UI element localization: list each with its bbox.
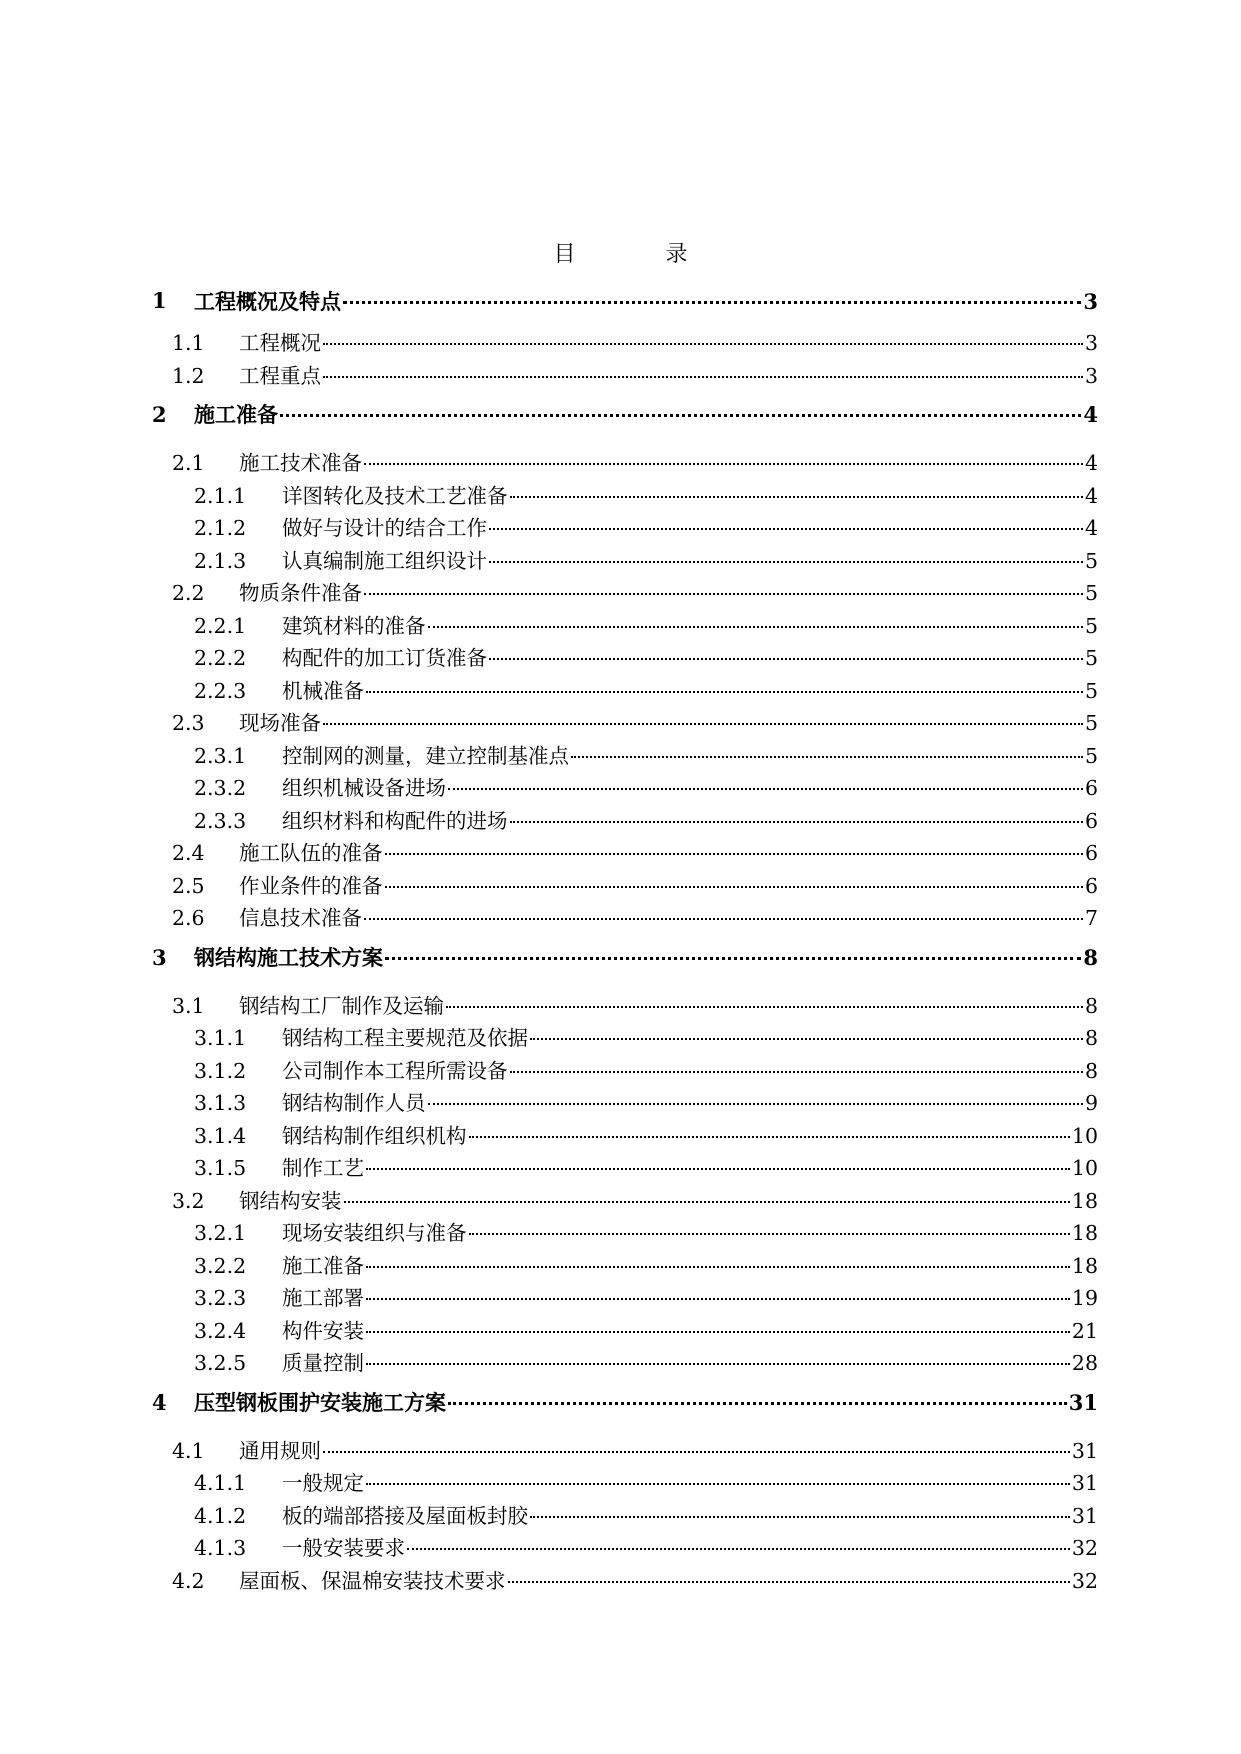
toc-page-number: 5 xyxy=(1084,678,1098,703)
toc-title: 信息技术准备 xyxy=(239,906,362,930)
toc-number: 4.2 xyxy=(172,1568,205,1593)
toc-page-number: 5 xyxy=(1084,743,1098,768)
toc-page-number: 4 xyxy=(1084,516,1098,540)
toc-number: 3.1 xyxy=(172,993,205,1018)
dot-leader xyxy=(366,1310,1070,1333)
toc-heading: 目录 xyxy=(553,242,778,267)
dot-leader xyxy=(428,1083,1083,1106)
toc-page-number: 7 xyxy=(1084,906,1098,930)
toc-title: 构配件的加工订货准备 xyxy=(282,646,487,670)
toc-page-number: 4 xyxy=(1084,483,1098,508)
toc-entry xyxy=(194,935,1098,980)
dot-leader xyxy=(323,355,1083,378)
toc-chapter-row[interactable] xyxy=(152,285,1098,317)
toc-title: 钢结构安装 xyxy=(239,1188,342,1213)
toc-title: 一般规定 xyxy=(282,1471,364,1495)
toc-page-number: 28 xyxy=(1071,1351,1098,1375)
toc-chapter-row[interactable] xyxy=(152,392,1098,437)
toc-page-number: 32 xyxy=(1071,1568,1098,1593)
toc-number: 2.4 xyxy=(172,841,205,865)
toc-title: 组织材料和构配件的进场 xyxy=(282,808,508,833)
toc-page-number: 18 xyxy=(1071,1188,1098,1213)
table-of-contents xyxy=(152,285,1098,1597)
toc-page-number: 8 xyxy=(1084,993,1098,1018)
dot-leader xyxy=(508,1560,1070,1583)
toc-page-number: 8 xyxy=(1084,1026,1098,1050)
dot-leader xyxy=(366,1343,1070,1366)
toc-title: 施工技术准备 xyxy=(239,451,362,475)
dot-leader xyxy=(366,1463,1070,1486)
dot-leader xyxy=(323,1430,1070,1453)
toc-number: 2.2.3 xyxy=(194,678,247,703)
toc-page-number: 6 xyxy=(1084,873,1098,898)
dot-leader xyxy=(510,800,1083,823)
toc-number: 3.1.4 xyxy=(194,1123,247,1148)
toc-title: 施工队伍的准备 xyxy=(239,841,383,865)
toc-entry xyxy=(239,360,1098,393)
dot-leader xyxy=(571,735,1083,758)
toc-page-number: 5 xyxy=(1084,646,1098,670)
toc-number: 3.2.4 xyxy=(194,1318,247,1343)
toc-entry xyxy=(194,1380,1098,1425)
toc-page-number: 9 xyxy=(1084,1091,1098,1115)
dot-leader xyxy=(366,1245,1070,1268)
toc-entry xyxy=(239,1565,1098,1598)
toc-title: 公司制作本工程所需设备 xyxy=(282,1058,508,1083)
toc-number: 1.2 xyxy=(172,363,205,388)
toc-page-number: 18 xyxy=(1071,1253,1098,1278)
toc-number: 4.1 xyxy=(172,1438,205,1463)
toc-page-number: 31 xyxy=(1071,1471,1098,1495)
toc-number: 2.1.1 xyxy=(194,483,247,508)
toc-page-number: 8 xyxy=(1083,944,1098,970)
toc-title: 做好与设计的结合工作 xyxy=(282,516,487,540)
toc-page-number: 5 xyxy=(1084,548,1098,573)
toc-page-number: 10 xyxy=(1071,1156,1098,1180)
toc-number: 3 xyxy=(152,944,167,970)
toc-title: 钢结构施工技术方案 xyxy=(194,944,383,970)
toc-number: 2.6 xyxy=(172,906,205,930)
toc-page-number: 5 xyxy=(1084,613,1098,638)
toc-title: 钢结构制作人员 xyxy=(282,1091,426,1115)
toc-number: 3.2.3 xyxy=(194,1286,247,1310)
toc-entry xyxy=(239,902,1098,935)
toc-page-number: 19 xyxy=(1071,1286,1098,1310)
toc-page-number: 3 xyxy=(1083,289,1098,314)
toc-page-number: 31 xyxy=(1071,1503,1098,1528)
toc-number: 2.3.2 xyxy=(194,776,247,800)
toc-number: 1.1 xyxy=(172,331,205,355)
dot-leader xyxy=(489,638,1083,661)
toc-page-number: 6 xyxy=(1084,776,1098,800)
toc-page-number: 5 xyxy=(1084,581,1098,605)
dot-leader xyxy=(364,898,1083,921)
dot-leader xyxy=(469,1213,1070,1236)
toc-number: 4.1.1 xyxy=(194,1471,247,1495)
toc-title: 压型钢板围护安装施工方案 xyxy=(194,1389,446,1415)
dot-leader xyxy=(385,936,1081,960)
toc-number: 2.3.1 xyxy=(194,743,247,768)
toc-number: 2.2.2 xyxy=(194,646,247,670)
toc-entry xyxy=(282,1347,1098,1380)
toc-number: 2.3.3 xyxy=(194,808,247,833)
toc-number: 3.1.1 xyxy=(194,1026,247,1050)
toc-page-number: 31 xyxy=(1071,1438,1098,1463)
toc-number: 3.1.2 xyxy=(194,1058,247,1083)
toc-title: 控制网的测量，建立控制基准点 xyxy=(282,743,569,768)
toc-number: 2 xyxy=(152,402,167,427)
toc-number: 4.1.2 xyxy=(194,1503,247,1528)
toc-title: 屋面板、保温棉安装技术要求 xyxy=(239,1568,506,1593)
toc-title: 制作工艺 xyxy=(282,1156,364,1180)
toc-title: 钢结构工程主要规范及依据 xyxy=(282,1026,528,1050)
dot-leader xyxy=(469,1115,1070,1138)
toc-title: 通用规则 xyxy=(239,1438,321,1463)
toc-title: 施工部署 xyxy=(282,1286,364,1310)
toc-number: 4.1.3 xyxy=(194,1536,247,1560)
toc-page-number: 4 xyxy=(1084,451,1098,475)
toc-page-number: 6 xyxy=(1084,841,1098,865)
toc-number: 2.5 xyxy=(172,873,205,898)
dot-leader xyxy=(510,1050,1083,1073)
toc-entry xyxy=(194,392,1098,437)
dot-leader xyxy=(448,768,1083,791)
dot-leader xyxy=(323,323,1083,346)
toc-number: 3.2.5 xyxy=(194,1351,247,1375)
toc-title: 施工准备 xyxy=(194,402,278,427)
dot-leader xyxy=(407,1528,1070,1551)
toc-title: 组织机械设备进场 xyxy=(282,776,446,800)
dot-leader xyxy=(343,280,1081,304)
dot-leader xyxy=(344,1180,1070,1203)
toc-page-number: 5 xyxy=(1084,711,1098,735)
toc-number: 4 xyxy=(152,1389,167,1415)
dot-leader xyxy=(489,508,1083,531)
toc-title: 板的端部搭接及屋面板封胶 xyxy=(282,1503,528,1528)
toc-chapter-row[interactable] xyxy=(152,1380,1098,1425)
toc-page-number: 18 xyxy=(1071,1221,1098,1245)
toc-page-number: 3 xyxy=(1084,331,1098,355)
dot-leader xyxy=(446,985,1083,1008)
dot-leader xyxy=(530,1018,1083,1041)
toc-number: 2.1.2 xyxy=(194,516,247,540)
toc-number: 2.2 xyxy=(172,581,205,605)
toc-title: 工程概况 xyxy=(239,331,321,355)
dot-leader xyxy=(280,393,1081,417)
toc-page-number: 21 xyxy=(1071,1318,1098,1343)
toc-number: 3.2.2 xyxy=(194,1253,247,1278)
toc-title: 认真编制施工组织设计 xyxy=(282,548,487,573)
toc-number: 3.1.5 xyxy=(194,1156,247,1180)
toc-page-number: 10 xyxy=(1071,1123,1098,1148)
dot-leader xyxy=(366,1148,1070,1171)
toc-number: 3.2.1 xyxy=(194,1221,247,1245)
toc-page-number: 8 xyxy=(1084,1058,1098,1083)
toc-title: 一般安装要求 xyxy=(282,1536,405,1560)
dot-leader xyxy=(510,475,1083,498)
toc-number: 1 xyxy=(152,288,167,313)
toc-title: 钢结构制作组织机构 xyxy=(282,1123,467,1148)
toc-title: 机械准备 xyxy=(282,678,364,703)
dot-leader xyxy=(448,1381,1067,1405)
toc-entry xyxy=(194,285,1098,318)
toc-title: 现场安装组织与准备 xyxy=(282,1221,467,1245)
dot-leader xyxy=(489,540,1083,563)
toc-title: 详图转化及技术工艺准备 xyxy=(282,483,508,508)
toc-page-number: 3 xyxy=(1084,363,1098,388)
toc-number: 3.2 xyxy=(172,1188,205,1213)
dot-leader xyxy=(385,865,1083,888)
dot-leader xyxy=(385,833,1083,856)
toc-page-number: 32 xyxy=(1071,1536,1098,1560)
toc-page-number: 31 xyxy=(1068,1389,1098,1415)
toc-title: 构件安装 xyxy=(282,1318,364,1343)
dot-leader xyxy=(364,443,1083,466)
toc-title: 现场准备 xyxy=(239,711,321,735)
toc-section-row[interactable] xyxy=(152,1565,1098,1598)
toc-number: 2.1 xyxy=(172,451,205,475)
toc-subsection-row[interactable] xyxy=(152,1347,1098,1380)
toc-number: 2.3 xyxy=(172,711,205,735)
toc-page-number: 4 xyxy=(1083,402,1098,427)
toc-title: 工程概况及特点 xyxy=(194,289,341,314)
toc-section-row[interactable] xyxy=(152,360,1098,393)
toc-number: 3.1.3 xyxy=(194,1091,247,1115)
toc-title: 物质条件准备 xyxy=(239,581,362,605)
toc-title: 钢结构工厂制作及运输 xyxy=(239,993,444,1018)
dot-leader xyxy=(366,670,1083,693)
dot-leader xyxy=(364,573,1083,596)
toc-title: 质量控制 xyxy=(282,1351,364,1375)
dot-leader xyxy=(323,703,1083,726)
toc-number: 2.1.3 xyxy=(194,548,247,573)
toc-title: 工程重点 xyxy=(239,363,321,388)
toc-chapter-row[interactable] xyxy=(152,935,1098,980)
toc-number: 2.2.1 xyxy=(194,613,247,638)
dot-leader xyxy=(530,1495,1070,1518)
toc-section-row[interactable] xyxy=(152,902,1098,935)
toc-title: 施工准备 xyxy=(282,1253,364,1278)
dot-leader xyxy=(366,1278,1070,1301)
toc-title: 作业条件的准备 xyxy=(239,873,383,898)
toc-title: 建筑材料的准备 xyxy=(282,613,426,638)
toc-page-number: 6 xyxy=(1084,808,1098,833)
dot-leader xyxy=(428,605,1083,628)
